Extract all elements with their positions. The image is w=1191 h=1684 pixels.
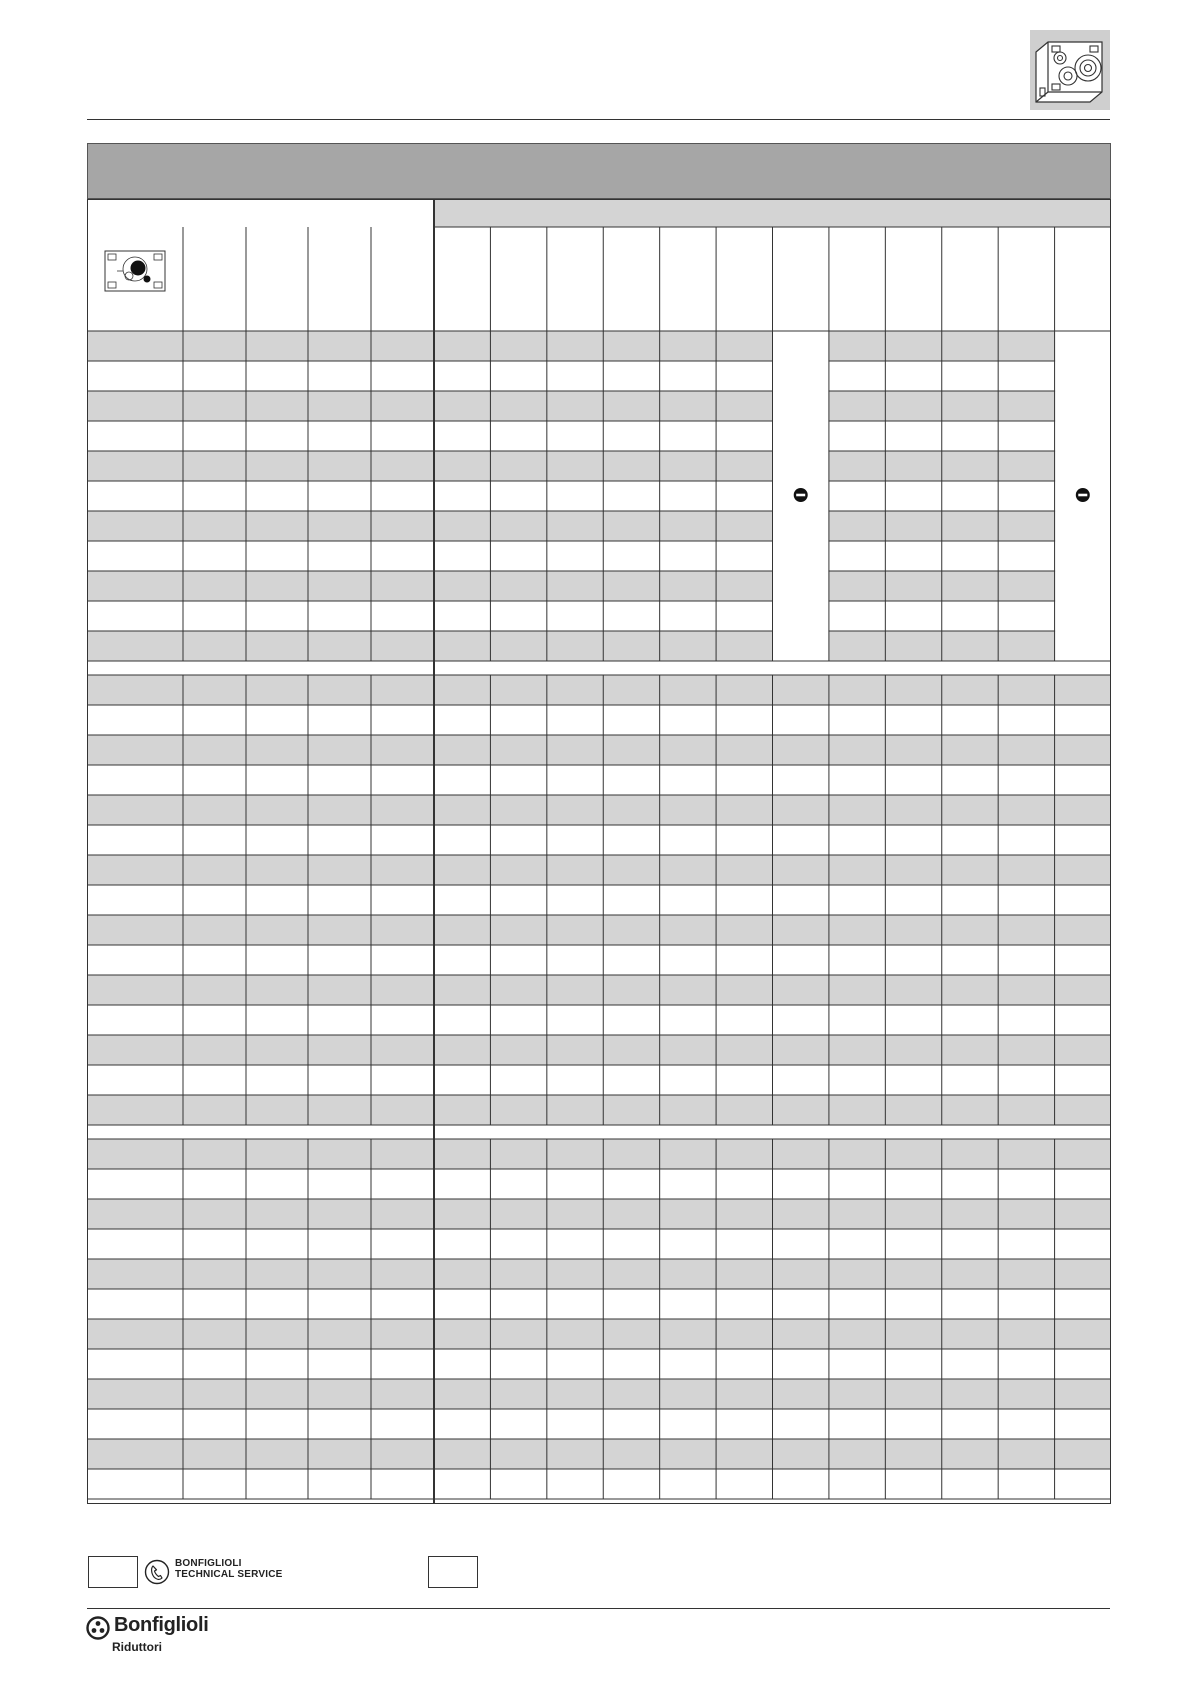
table-row [87,1259,1111,1289]
table-row [87,361,1111,391]
table-row [87,1289,1111,1319]
table-row [87,1379,1111,1409]
table-row [87,945,1111,975]
table-row [87,391,1111,421]
table-row [87,421,1111,451]
gearbox-cross-section-icon [105,251,165,291]
table-row [87,571,1111,601]
table-row [87,765,1111,795]
technical-service-label [175,1558,283,1580]
table-row [87,601,1111,631]
brand-subtitle: Riduttori [112,1640,162,1654]
table-row [87,1005,1111,1035]
header-rule [87,119,1110,120]
gearbox-illustration-icon [1030,30,1110,110]
table-row [87,1469,1111,1499]
bonfiglioli-logo-icon [86,1616,110,1640]
no-entry-bar [1078,494,1087,497]
table-row [87,795,1111,825]
gearbox-thumbnail [1030,30,1110,110]
table-row [87,825,1111,855]
table-row [87,451,1111,481]
table-row [87,1409,1111,1439]
page-number-box-right [428,1556,478,1588]
table-row [87,735,1111,765]
brand-name: Bonfiglioli [114,1614,209,1636]
service-line-2: TECHNICAL SERVICE [175,1569,283,1580]
table-row [87,1065,1111,1095]
page-number-box-left [88,1556,138,1588]
table-row [87,675,1111,705]
no-entry-bar [796,494,805,497]
column-group-header [434,199,1111,227]
table-row [87,541,1111,571]
table-row [87,1095,1111,1125]
phone-icon [144,1559,170,1585]
table-row [87,855,1111,885]
table-row [87,1199,1111,1229]
table-row [87,915,1111,945]
table-row [87,331,1111,361]
service-line-1: BONFIGLIOLI [175,1558,242,1569]
table-row [87,1229,1111,1259]
footer-rule [87,1608,1110,1609]
table-row [87,1169,1111,1199]
table-row [87,885,1111,915]
table-row [87,1349,1111,1379]
table-row [87,1139,1111,1169]
table-title-band [87,143,1111,199]
table-row [87,1439,1111,1469]
table-row [87,975,1111,1005]
table-row [87,1035,1111,1065]
data-table [87,199,1111,1504]
table-row [87,1319,1111,1349]
table-row [87,481,1111,511]
table-row [87,511,1111,541]
table-row [87,705,1111,735]
table-row [87,631,1111,661]
